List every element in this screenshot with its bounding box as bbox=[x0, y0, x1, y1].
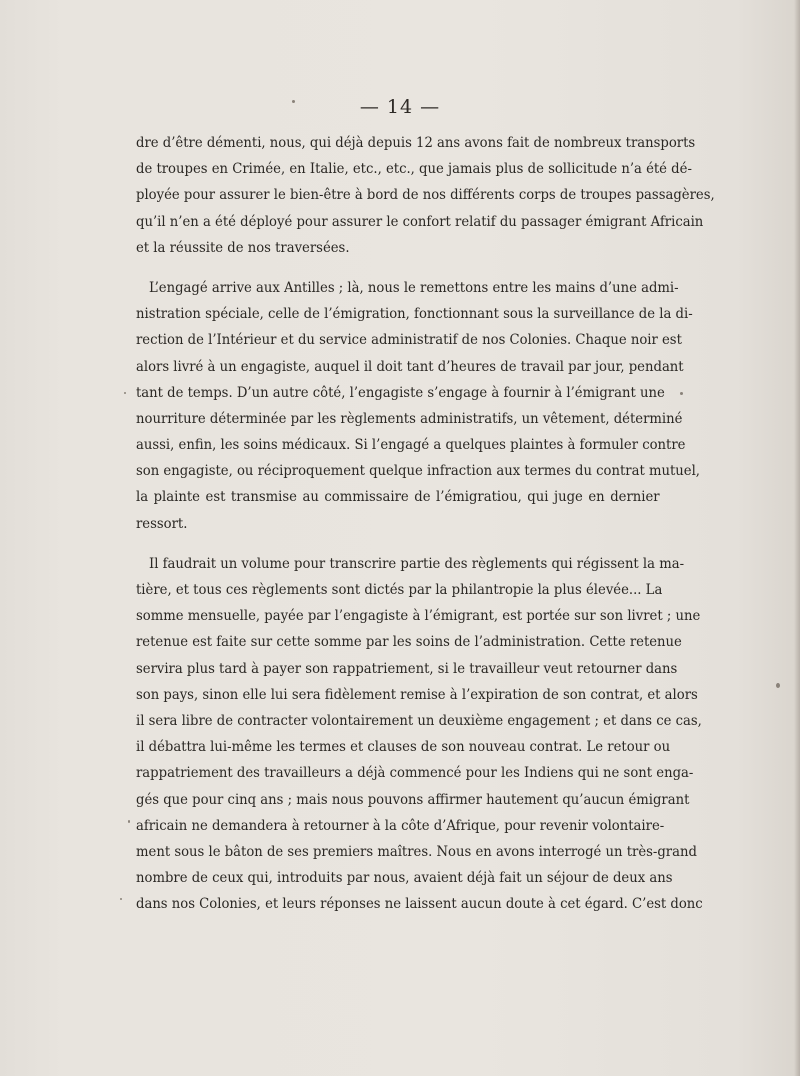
body-text bbox=[136, 130, 715, 917]
text-line: son engagiste, ou réciproquement quelque infraction aux termes du contrat mutuel, bbox=[136, 463, 701, 480]
text-line: nistration spéciale, celle de l’émigration, fonctionnant sous la surveillance de la di- bbox=[136, 306, 693, 323]
text-line: alors livré à un engagiste, auquel il doit tant d’heures de travail par jour, pendant bbox=[136, 358, 684, 375]
text-line: ment sous le bâton de ses premiers maîtres. Nous en avons interrogé un très-grand bbox=[136, 843, 697, 860]
text-line: la plainte est transmise au commissaire de l’émigratiou, qui juge en dernier bbox=[136, 489, 660, 506]
text-line: gés que pour cinq ans ; mais nous pouvons affirmer hautement qu’aucun émigrant bbox=[136, 791, 690, 808]
paragraph-3 bbox=[136, 551, 703, 918]
text-line: rappatriement des travailleurs a déjà commencé pour les Indiens qui ne sont enga- bbox=[136, 765, 694, 782]
paper-speck bbox=[124, 392, 126, 394]
text-line: nombre de ceux qui, introduits par nous, avaient déjà fait un séjour de deux ans bbox=[136, 870, 673, 887]
paragraph-2 bbox=[136, 275, 701, 537]
text-line: tant de temps. D’un autre côté, l’engagiste s’engage à fournir à l’émigrant une bbox=[136, 384, 665, 401]
text-line: servira plus tard à payer son rappatriement, si le travailleur veut retourner dans bbox=[136, 660, 678, 677]
text-line: aussi, enfin, les soins médicaux. Si l’engagé a quelques plaintes à formuler contre bbox=[136, 437, 686, 454]
text-line: qu’il n’en a été déployé pour assurer le confort relatif du passager émigrant Africain bbox=[136, 213, 704, 230]
text-line: son pays, sinon elle lui sera fidèlement remise à l’expiration de son contrat, et alors bbox=[136, 686, 698, 703]
paper-speck bbox=[128, 820, 130, 823]
text-line: dre d’être démenti, nous, qui déjà depuis 12 ans avons fait de nombreux transports bbox=[136, 135, 696, 151]
text-line: tière, et tous ces règlements sont dictés par la philantropie la plus élevée... La bbox=[136, 582, 663, 598]
paper-speck bbox=[680, 392, 683, 395]
text-line: il débattra lui-même les termes et clauses de son nouveau contrat. Le retour ou bbox=[136, 739, 671, 756]
paragraph-gap bbox=[136, 261, 660, 275]
text-line: dans nos Colonies, et leurs réponses ne laissent aucun doute à cet égard. C’est donc bbox=[136, 896, 703, 913]
text-line: nourriture déterminée par les règlements administratifs, un vêtement, déterminé bbox=[136, 410, 683, 427]
text-line: ressort. bbox=[136, 515, 188, 532]
text-line: Il faudrait un volume pour transcrire partie des règlements qui régissent la ma- bbox=[149, 555, 685, 572]
text-line: et la réussite de nos traversées. bbox=[136, 239, 350, 256]
page-edge-shadow bbox=[794, 0, 800, 1076]
paragraph-gap bbox=[136, 537, 660, 551]
text-line: de troupes en Crimée, en Italie, etc., etc., que jamais plus de sollicitude n’a été dé- bbox=[136, 161, 692, 178]
text-line: africain ne demandera à retourner à la côte d’Afrique, pour revenir volontaire- bbox=[136, 817, 665, 834]
paper-speck bbox=[120, 898, 122, 900]
paper-speck bbox=[292, 100, 295, 103]
text-line: il sera libre de contracter volontairement un deuxième engagement ; et dans ce cas, bbox=[136, 712, 702, 729]
text-line: rection de l’Intérieur et du service administratif de nos Colonies. Chaque noir est bbox=[136, 332, 682, 349]
paper-speck bbox=[776, 683, 780, 688]
text-line: L’engagé arrive aux Antilles ; là, nous le remettons entre les mains d’une admi- bbox=[149, 279, 679, 296]
paragraph-1 bbox=[136, 130, 715, 261]
text-line: retenue est faite sur cette somme par les soins de l’administration. Cette retenue bbox=[136, 634, 682, 651]
text-line: somme mensuelle, payée par l’engagiste à l’émigrant, est portée sur son livret ; une bbox=[136, 608, 701, 625]
page-number: — 14 — bbox=[359, 96, 441, 118]
text-line: ployée pour assurer le bien-être à bord de nos différents corps de troupes passagères, bbox=[136, 187, 715, 204]
